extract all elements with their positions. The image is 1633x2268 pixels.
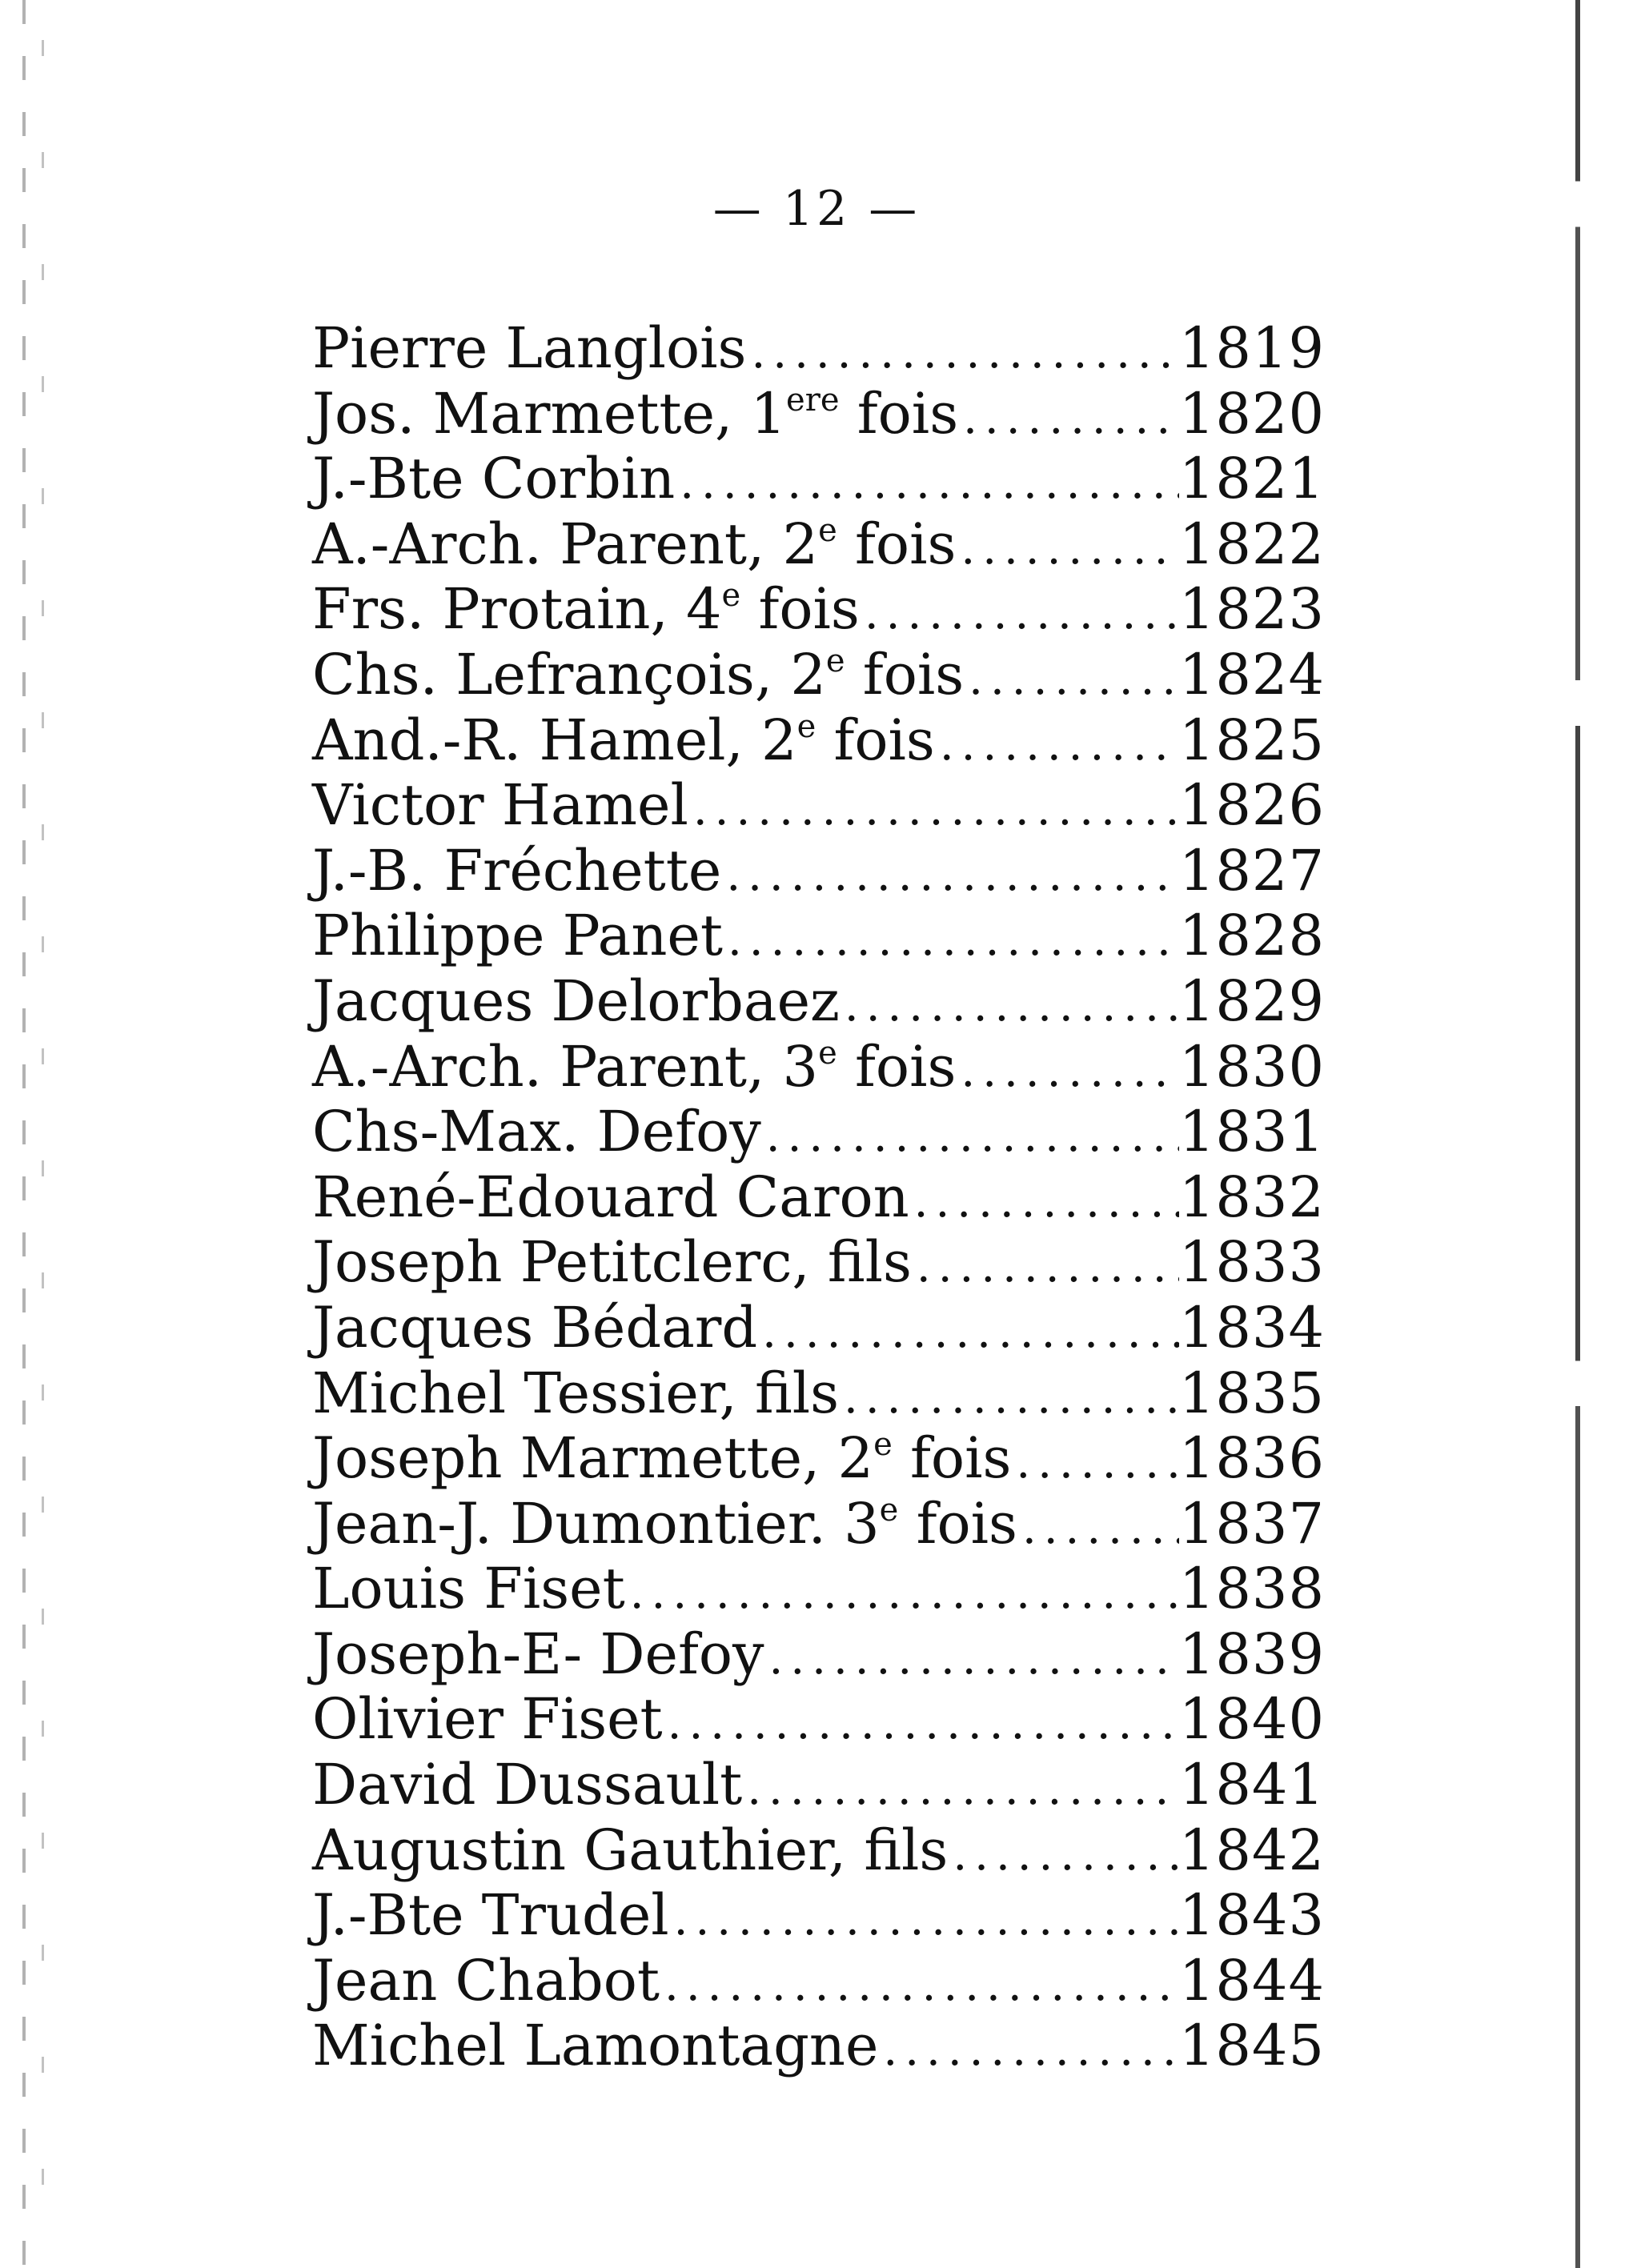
entry-name-suffix: fois [898,1490,1017,1557]
list-item [312,1557,1325,1622]
page-number: — 12 — [712,181,921,237]
entry-name [312,577,860,643]
list-item [312,1296,1325,1361]
list-item [312,1230,1325,1296]
list-item [312,773,1325,839]
entry-name-suffix: fois [816,707,935,773]
entry-year: 1835 [1178,1360,1325,1426]
list-item [312,643,1325,708]
entry-name-text: A.-Arch. Parent, 3 [312,1033,819,1100]
entry-name [312,1230,912,1296]
entry-ordinal-superscript: e [796,707,816,745]
entry-year: 1825 [1178,707,1325,773]
list-item [312,577,1325,643]
entry-year: 1843 [1178,1882,1325,1949]
scan-edge-right [1575,0,1580,2268]
list-item [312,1361,1325,1427]
entry-ordinal-superscript: e [873,1426,893,1464]
dot-leader [625,1561,1179,1626]
entry-name [312,316,746,382]
dot-leader [878,2018,1178,2083]
entry-name [312,708,935,774]
entry-name-text: Victor Hamel [312,772,688,839]
dot-leader [723,908,1179,973]
entry-year: 1834 [1178,1294,1325,1360]
entry-name [312,773,688,839]
dot-leader [757,1300,1179,1365]
entry-name [312,969,840,1035]
entry-name [312,839,721,904]
list-item [312,1165,1325,1231]
dot-leader [860,581,1179,647]
entry-name [312,1949,660,2014]
entry-name [312,643,964,708]
entry-name [312,1361,839,1427]
entry-year: 1841 [1178,1752,1325,1818]
entry-name-text: René-Edouard Caron [312,1164,909,1230]
entry-name-text: Philippe Panet [312,903,723,969]
dot-leader [742,1757,1179,1822]
entry-name [312,1818,948,1884]
entry-name-text: Chs. Lefrançois, 2 [312,641,826,707]
entry-name-suffix: fois [892,1425,1012,1492]
entry-name [312,1622,764,1688]
entry-name-text: And.-R. Hamel, 2 [312,707,797,773]
dot-leader [1011,1430,1178,1496]
entry-year: 1826 [1178,772,1325,839]
list-item [312,2014,1325,2079]
dot-leader [839,1365,1179,1431]
dot-leader [721,843,1179,908]
entry-name [312,1687,663,1753]
entry-year: 1833 [1178,1229,1325,1296]
list-item [312,1100,1325,1165]
dot-leader [956,516,1178,582]
entry-name-text: Jean Chabot [312,1947,660,2014]
entry-name-suffix: fois [837,1033,957,1100]
entry-year: 1821 [1178,446,1325,512]
entry-name-text: J.-Bte Trudel [312,1882,669,1949]
entry-year: 1836 [1178,1425,1325,1492]
list-item [312,447,1325,512]
entry-name [312,1753,742,1818]
entry-year: 1829 [1178,968,1325,1034]
entry-name [312,2014,878,2079]
list-item [312,1622,1325,1688]
entry-name-text: David Dussault [312,1752,743,1818]
entry-year: 1820 [1178,380,1325,447]
list-item [312,969,1325,1035]
entry-ordinal-superscript: e [818,1034,837,1072]
dot-leader [663,1691,1179,1757]
entry-name-text: Michel Tessier, fils [312,1360,840,1426]
list-item [312,316,1325,382]
entry-name [312,1165,909,1231]
scan-edge-left [22,0,26,2268]
entry-name-text: Joseph Petitclerc, fils [312,1229,912,1296]
entry-name-suffix: fois [837,511,957,577]
list-item [312,1818,1325,1884]
entry-name [312,904,723,969]
list-item [312,512,1325,578]
dot-leader [909,1169,1179,1235]
entry-name-text: Jean-J. Dumontier. 3 [312,1490,880,1557]
entry-name [312,447,675,512]
entry-name-text: Jacques Bédard [312,1294,758,1360]
entry-name-text: Louis Fiset [312,1556,625,1622]
list-item [312,839,1325,904]
entry-year: 1822 [1178,511,1325,577]
entry-name-text: Jos. Marmette, 1 [312,380,787,447]
entry-year: 1839 [1178,1621,1325,1687]
list-item [312,1753,1325,1818]
entry-name [312,382,958,447]
dot-leader [956,1039,1178,1104]
entry-year: 1830 [1178,1033,1325,1100]
entry-year: 1844 [1178,1947,1325,2014]
entry-name [312,1492,1017,1557]
entry-year: 1824 [1178,641,1325,707]
entry-name-text: J.-B. Fréchette [312,837,722,904]
entry-name-text: Joseph-E- Defoy [312,1621,764,1687]
entry-name-text: Chs-Max. Defoy [312,1099,761,1165]
scan-edge-left-inner [42,0,44,2268]
list-item [312,1492,1325,1557]
entry-name-suffix: fois [839,380,959,447]
entry-name-text: Augustin Gauthier, fils [312,1817,949,1883]
entry-name [312,1100,761,1165]
entry-year: 1837 [1178,1490,1325,1557]
list-item [312,382,1325,447]
entry-name [312,1296,757,1361]
entry-year: 1823 [1178,576,1325,643]
dot-leader [675,451,1179,516]
entry-name-text: J.-Bte Corbin [312,446,676,512]
dot-leader [958,386,1179,451]
entry-name [312,1557,625,1622]
entry-year: 1819 [1178,315,1325,381]
entry-name-text: Frs. Protain, 4 [312,576,722,643]
entry-name [312,1035,956,1100]
entry-year: 1845 [1178,2013,1325,2079]
entry-name-text: Michel Lamontagne [312,2013,879,2079]
list-item [312,1883,1325,1949]
dot-leader [688,777,1179,843]
entry-year: 1831 [1178,1099,1325,1165]
list-item [312,904,1325,969]
list-item [312,708,1325,774]
name-year-list [312,316,1325,2079]
list-item [312,1426,1325,1492]
entry-name [312,1883,669,1949]
dot-leader [964,647,1179,712]
entry-name [312,1426,1011,1492]
list-item [312,1687,1325,1753]
entry-year: 1832 [1178,1164,1325,1230]
entry-ordinal-superscript: e [825,642,845,679]
dot-leader [669,1887,1179,1953]
dot-leader [912,1234,1179,1300]
entry-name-text: Jacques Delorbaez [312,968,840,1034]
entry-ordinal-superscript: e [721,577,741,615]
dot-leader [948,1822,1179,1888]
dot-leader [660,1953,1179,2018]
entry-ordinal-superscript: ere [786,381,840,419]
dot-leader [746,320,1178,386]
entry-year: 1842 [1178,1817,1325,1883]
entry-name [312,512,956,578]
entry-ordinal-superscript: e [879,1491,899,1529]
entry-name-text: Olivier Fiset [312,1686,663,1753]
dot-leader [935,712,1179,778]
entry-name-suffix: fois [740,576,860,643]
entry-name-suffix: fois [845,641,965,707]
entry-name-text: Pierre Langlois [312,315,747,381]
entry-year: 1828 [1178,903,1325,969]
list-item [312,1035,1325,1100]
entry-ordinal-superscript: e [818,511,837,549]
dot-leader [1017,1496,1179,1561]
entry-name-text: Joseph Marmette, 2 [312,1425,874,1492]
entry-year: 1840 [1178,1686,1325,1753]
entry-year: 1838 [1178,1556,1325,1622]
list-item [312,1949,1325,2014]
dot-leader [840,973,1179,1039]
dot-leader [764,1626,1179,1692]
dot-leader [761,1104,1179,1169]
entry-year: 1827 [1178,837,1325,904]
entry-name-text: A.-Arch. Parent, 2 [312,511,819,577]
